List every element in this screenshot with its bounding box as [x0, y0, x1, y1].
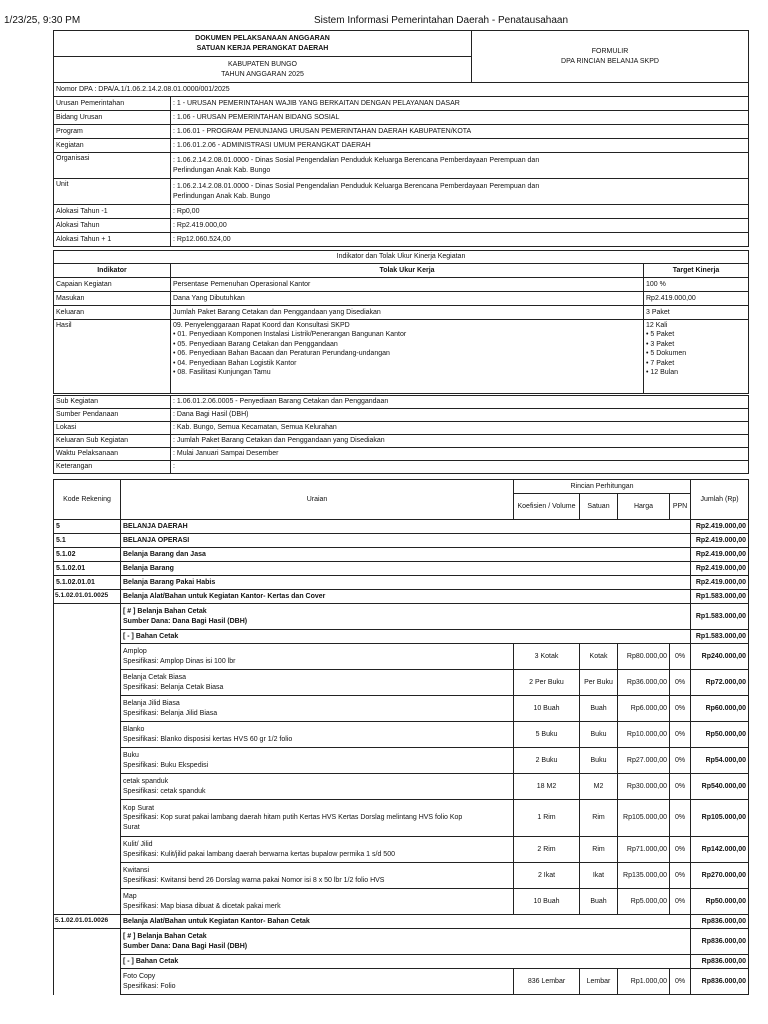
- account-row: [54, 520, 749, 534]
- group-jumlah: Rp836.000,00: [691, 929, 749, 955]
- hasil-target-item: 12 Kali: [646, 322, 668, 329]
- organisasi-label: Organisasi: [54, 153, 171, 179]
- hasil-target-item: • 5 Dokumen: [646, 350, 687, 358]
- kinerja-section-title: Indikator dan Tolak Ukur Kinerja Kegiatan: [54, 251, 749, 264]
- col-jumlah: Jumlah (Rp): [691, 480, 749, 520]
- item-uraian: [121, 696, 514, 722]
- item-koefisien: 18 M2: [514, 774, 580, 800]
- item-jumlah: Rp240.000,00: [691, 644, 749, 670]
- item-jumlah: Rp836.000,00: [691, 969, 749, 995]
- item-satuan: Kotak: [580, 644, 618, 670]
- organisasi-value: [171, 153, 749, 179]
- item-name: Belanja Cetak Biasa: [123, 674, 187, 682]
- hasil-tolak: [171, 320, 644, 394]
- sub-label: Sumber Pendanaan: [54, 409, 171, 422]
- col-harga: Harga: [618, 494, 670, 520]
- item-name: Map: [123, 893, 137, 901]
- fiscal-year: TAHUN ANGGARAN 2025: [221, 70, 304, 78]
- empty-kode: [54, 748, 121, 774]
- organisasi-line2: Perlindungan Anak Kab. Bungo: [173, 166, 271, 174]
- item-satuan: Rim: [580, 837, 618, 863]
- account-jumlah: Rp2.419.000,00: [691, 520, 749, 534]
- item-satuan: Rim: [580, 800, 618, 837]
- document-title-line1: DOKUMEN PELAKSANAAN ANGGARAN: [195, 35, 330, 43]
- account-jumlah: Rp836.000,00: [691, 915, 749, 929]
- empty-kode: [54, 670, 121, 696]
- item-harga: Rp10.000,00: [618, 722, 670, 748]
- col-kode-rekening: Kode Rekening: [54, 480, 121, 520]
- item-harga: Rp135.000,00: [618, 863, 670, 889]
- indikator-cell: Capaian Kegiatan: [54, 278, 171, 292]
- item-jumlah: Rp50.000,00: [691, 889, 749, 915]
- item-harga: Rp80.000,00: [618, 644, 670, 670]
- group-row: [54, 604, 749, 630]
- group-source: Sumber Dana: Dana Bagi Hasil (DBH): [123, 617, 248, 625]
- hasil-target-item: • 12 Bulan: [646, 369, 679, 377]
- alokasi-label: Alokasi Tahun + 1: [54, 233, 171, 247]
- nomor-dpa: Nomor DPA : DPA/A.1/1.06.2.14.2.08.01.0000/001/2025: [54, 83, 749, 97]
- item-ppn: 0%: [670, 774, 691, 800]
- empty-kode: [54, 644, 121, 670]
- item-satuan: Buku: [580, 748, 618, 774]
- item-row: [54, 644, 749, 670]
- item-ppn: 0%: [670, 748, 691, 774]
- item-jumlah: Rp60.000,00: [691, 696, 749, 722]
- empty-kode: [54, 955, 121, 969]
- item-spec: Spesifikasi: Kop surat pakai lambang daerah hitam putih Kertas HVS Kertas Dorslag melintang HVS folio Kop: [123, 814, 463, 822]
- item-satuan: M2: [580, 774, 618, 800]
- item-row: [54, 670, 749, 696]
- col-uraian: Uraian: [121, 480, 514, 520]
- item-koefisien: 10 Buah: [514, 696, 580, 722]
- item-koefisien: 2 Rim: [514, 837, 580, 863]
- item-harga: Rp5.000,00: [618, 889, 670, 915]
- account-kode: 5.1.02.01.01.0025: [54, 590, 121, 604]
- info-value: : 1.06 - URUSAN PEMERINTAHAN BIDANG SOSIAL: [171, 111, 749, 125]
- account-uraian: BELANJA OPERASI: [121, 534, 691, 548]
- group-label: [121, 604, 691, 630]
- item-harga: Rp6.000,00: [618, 696, 670, 722]
- unit-line2: Perlindungan Anak Kab. Bungo: [173, 192, 271, 200]
- item-jumlah: Rp142.000,00: [691, 837, 749, 863]
- item-spec: Spesifikasi: Belanja Jilid Biasa: [123, 709, 218, 717]
- account-row: [54, 590, 749, 604]
- hasil-item: • 08. Fasilitasi Kunjungan Tamu: [173, 369, 271, 377]
- sub-label: Waktu Pelaksanaan: [54, 448, 171, 461]
- item-koefisien: 5 Buku: [514, 722, 580, 748]
- item-name: Amplop: [123, 648, 147, 656]
- tolak-cell: Persentase Pemenuhan Operasional Kantor: [171, 278, 644, 292]
- item-koefisien: 2 Buku: [514, 748, 580, 774]
- indikator-cell: Keluaran: [54, 306, 171, 320]
- account-row: [54, 562, 749, 576]
- hasil-target: [644, 320, 749, 394]
- item-ppn: 0%: [670, 800, 691, 837]
- sub-kegiatan-table: [53, 395, 749, 474]
- item-jumlah: Rp54.000,00: [691, 748, 749, 774]
- item-row: [54, 748, 749, 774]
- account-jumlah: Rp2.419.000,00: [691, 562, 749, 576]
- empty-kode: [54, 889, 121, 915]
- form-name: DPA RINCIAN BELANJA SKPD: [561, 57, 659, 65]
- alokasi-value: : Rp12.060.524,00: [171, 233, 749, 247]
- organisasi-line1: : 1.06.2.14.2.08.01.0000 - Dinas Sosial Pengendalian Penduduk Keluarga Berencana Pemberdayaan Perempuan dan: [173, 157, 540, 165]
- item-spec: Spesifikasi: Amplop Dinas isi 100 lbr: [123, 657, 236, 665]
- item-koefisien: 2 Ikat: [514, 863, 580, 889]
- item-ppn: 0%: [670, 863, 691, 889]
- hasil-target-item: • 3 Paket: [646, 340, 675, 348]
- item-spec-cont: Surat: [123, 823, 140, 831]
- item-jumlah: Rp540.000,00: [691, 774, 749, 800]
- account-kode: 5.1.02.01.01: [54, 576, 121, 590]
- item-satuan: Buku: [580, 722, 618, 748]
- account-uraian: Belanja Barang: [121, 562, 691, 576]
- sub-value: : Mulai Januari Sampai Desember: [171, 448, 749, 461]
- subgroup-label: [ - ] Bahan Cetak: [121, 630, 691, 644]
- col-target: Target Kinerja: [644, 264, 749, 278]
- account-uraian: Belanja Alat/Bahan untuk Kegiatan Kantor- Kertas dan Cover: [121, 590, 691, 604]
- item-name: Blanko: [123, 726, 145, 734]
- sub-value: :: [171, 461, 749, 474]
- item-row: [54, 800, 749, 837]
- item-spec: Spesifikasi: Map biasa dibuat & dicetak pakai merk: [123, 902, 281, 910]
- empty-kode: [54, 722, 121, 748]
- account-uraian: BELANJA DAERAH: [121, 520, 691, 534]
- item-row: [54, 722, 749, 748]
- item-harga: Rp30.000,00: [618, 774, 670, 800]
- kinerja-table: [53, 250, 749, 394]
- item-uraian: [121, 800, 514, 837]
- item-ppn: 0%: [670, 644, 691, 670]
- item-jumlah: Rp270.000,00: [691, 863, 749, 889]
- account-jumlah: Rp2.419.000,00: [691, 576, 749, 590]
- group-jumlah: Rp1.583.000,00: [691, 604, 749, 630]
- hasil-target-item: • 5 Paket: [646, 331, 675, 339]
- item-uraian: [121, 670, 514, 696]
- empty-kode: [54, 604, 121, 630]
- item-uraian: [121, 748, 514, 774]
- account-kode: 5.1: [54, 534, 121, 548]
- subgroup-label: [ - ] Bahan Cetak: [121, 955, 691, 969]
- group-label: [121, 929, 691, 955]
- item-jumlah: Rp50.000,00: [691, 722, 749, 748]
- sub-label: Keterangan: [54, 461, 171, 474]
- hasil-item: 09. Penyelenggaraan Rapat Koord dan Konsultasi SKPD: [173, 322, 350, 329]
- item-spec: Spesifikasi: Buku Ekspedisi: [123, 761, 209, 769]
- item-koefisien: 2 Per Buku: [514, 670, 580, 696]
- item-uraian: [121, 722, 514, 748]
- item-jumlah: Rp72.000,00: [691, 670, 749, 696]
- account-kode: 5.1.02: [54, 548, 121, 562]
- item-name: Kop Surat: [123, 804, 155, 812]
- hasil-item: • 06. Penyediaan Bahan Bacaan dan Peraturan Perundang-undangan: [173, 350, 390, 358]
- items-group1: [54, 644, 749, 915]
- item-ppn: 0%: [670, 837, 691, 863]
- alokasi-label: Alokasi Tahun: [54, 219, 171, 233]
- item-name: Kwitansi: [123, 867, 150, 875]
- info-label: Program: [54, 125, 171, 139]
- item-row: [54, 837, 749, 863]
- empty-kode: [54, 863, 121, 889]
- item-satuan: Buah: [580, 889, 618, 915]
- info-value: : 1.06.01 - PROGRAM PENUNJANG URUSAN PEMERINTAHAN DAERAH KABUPATEN/KOTA: [171, 125, 749, 139]
- subgroup-jumlah: Rp1.583.000,00: [691, 630, 749, 644]
- alokasi-value: : Rp0,00: [171, 205, 749, 219]
- document-title: [54, 31, 472, 57]
- print-header: [0, 0, 768, 28]
- info-value: : 1 - URUSAN PEMERINTAHAN WAJIB YANG BERKAITAN DENGAN PELAYANAN DASAR: [171, 97, 749, 111]
- item-name: Foto Copy: [123, 973, 156, 981]
- col-tolak-ukur: Tolak Ukur Kerja: [171, 264, 644, 278]
- item-uraian: [121, 774, 514, 800]
- account-jumlah: Rp2.419.000,00: [691, 548, 749, 562]
- sub-value: : Dana Bagi Hasil (DBH): [171, 409, 749, 422]
- account-jumlah: Rp1.583.000,00: [691, 590, 749, 604]
- subgroup-row: [54, 630, 749, 644]
- tolak-cell: Dana Yang Dibutuhkan: [171, 292, 644, 306]
- info-label: Kegiatan: [54, 139, 171, 153]
- target-cell: Rp2.419.000,00: [644, 292, 749, 306]
- item-ppn: 0%: [670, 696, 691, 722]
- item-koefisien: 1 Rim: [514, 800, 580, 837]
- system-title: Sistem Informasi Pemerintahan Daerah - Penatausahaan: [314, 15, 569, 26]
- info-table: [53, 82, 749, 247]
- col-koefisien: Koefisien / Volume: [514, 494, 580, 520]
- item-row: [54, 889, 749, 915]
- item-satuan: Ikat: [580, 863, 618, 889]
- empty-kode: [54, 800, 121, 837]
- sub-value: : 1.06.01.2.06.0005 - Penyediaan Barang Cetakan dan Penggandaan: [171, 396, 749, 409]
- indikator-cell: Masukan: [54, 292, 171, 306]
- item-row: [54, 863, 749, 889]
- account-row: [54, 534, 749, 548]
- document-title-line2: SATUAN KERJA PERANGKAT DAERAH: [196, 44, 329, 52]
- account-row: [54, 576, 749, 590]
- account-row: [54, 548, 749, 562]
- item-row: [54, 696, 749, 722]
- subgroup-jumlah: Rp836.000,00: [691, 955, 749, 969]
- item-satuan: Per Buku: [580, 670, 618, 696]
- alokasi-value: : Rp2.419.000,00: [171, 219, 749, 233]
- empty-kode: [54, 630, 121, 644]
- item-spec: Spesifikasi: Blanko disposisi kertas HVS 60 gr 1/2 folio: [123, 735, 293, 743]
- item-uraian: [121, 837, 514, 863]
- empty-kode: [54, 696, 121, 722]
- item-uraian: [121, 969, 514, 995]
- col-indikator: Indikator: [54, 264, 171, 278]
- alokasi-label: Alokasi Tahun -1: [54, 205, 171, 219]
- col-ppn: PPN: [670, 494, 691, 520]
- sub-value: : Kab. Bungo, Semua Kecamatan, Semua Kelurahan: [171, 422, 749, 435]
- item-spec: Spesifikasi: Kwitansi bend 26 Dorslag warna pakai Nomor isi 8 x 50 lbr 1/2 folio HVS: [123, 876, 385, 884]
- sub-label: Keluaran Sub Kegiatan: [54, 435, 171, 448]
- col-rincian-perhitungan: Rincian Perhitungan: [514, 480, 691, 494]
- unit-label: Unit: [54, 179, 171, 205]
- form-label-cell: [472, 31, 749, 83]
- info-label: Urusan Pemerintahan: [54, 97, 171, 111]
- item-harga: Rp71.000,00: [618, 837, 670, 863]
- account-kode: 5: [54, 520, 121, 534]
- item-uraian: [121, 644, 514, 670]
- item-ppn: 0%: [670, 722, 691, 748]
- item-harga: Rp1.000,00: [618, 969, 670, 995]
- item-name: cetak spanduk: [123, 778, 169, 786]
- form-label: FORMULIR: [591, 48, 629, 56]
- hasil-target-item: • 7 Paket: [646, 359, 675, 367]
- account-uraian: Belanja Barang Pakai Habis: [121, 576, 691, 590]
- item-spec: Spesifikasi: Belanja Cetak Biasa: [123, 683, 224, 691]
- target-cell: 100 %: [644, 278, 749, 292]
- items-group2: [54, 969, 749, 995]
- account-uraian: Belanja Barang dan Jasa: [121, 548, 691, 562]
- item-spec: Spesifikasi: Kulit/jilid pakai lambang daerah berwarna kertas bupalow permika 1 s/d 500: [123, 850, 395, 858]
- empty-kode: [54, 774, 121, 800]
- item-ppn: 0%: [670, 670, 691, 696]
- group-title: [ # ] Belanja Bahan Cetak: [123, 608, 207, 616]
- info-value: : 1.06.01.2.06 - ADMINISTRASI UMUM PERANGKAT DAERAH: [171, 139, 749, 153]
- item-name: Buku: [123, 752, 139, 760]
- print-datetime: 1/23/25, 9:30 PM: [4, 15, 81, 26]
- group-source: Sumber Dana: Dana Bagi Hasil (DBH): [123, 942, 248, 950]
- item-spec: Spesifikasi: Folio: [123, 982, 176, 990]
- unit-line1: : 1.06.2.14.2.08.01.0000 - Dinas Sosial Pengendalian Penduduk Keluarga Berencana Pemberdayaan Perempuan dan: [173, 183, 540, 191]
- account-kode: 5.1.02.01: [54, 562, 121, 576]
- account-jumlah: Rp2.419.000,00: [691, 534, 749, 548]
- region-cell: [54, 57, 472, 83]
- item-row: [54, 774, 749, 800]
- account-kode: 5.1.02.01.01.0026: [54, 915, 121, 929]
- item-harga: Rp36.000,00: [618, 670, 670, 696]
- document-header-table: [53, 30, 749, 83]
- item-row: [54, 969, 749, 995]
- item-harga: Rp27.000,00: [618, 748, 670, 774]
- hasil-item: • 04. Penyediaan Bahan Logistik Kantor: [173, 359, 297, 367]
- empty-kode: [54, 929, 121, 955]
- item-ppn: 0%: [670, 969, 691, 995]
- item-name: Belanja Jilid Biasa: [123, 700, 180, 708]
- info-label: Bidang Urusan: [54, 111, 171, 125]
- group-row: [54, 929, 749, 955]
- empty-kode: [54, 969, 121, 995]
- sub-label: Lokasi: [54, 422, 171, 435]
- subgroup-row: [54, 955, 749, 969]
- item-name: Kulit/ Jilid: [123, 841, 153, 849]
- empty-kode: [54, 837, 121, 863]
- item-spec: Spesifikasi: cetak spanduk: [123, 787, 206, 795]
- account-uraian: Belanja Alat/Bahan untuk Kegiatan Kantor- Bahan Cetak: [121, 915, 691, 929]
- tolak-cell: Jumlah Paket Barang Cetakan dan Penggandaan yang Disediakan: [171, 306, 644, 320]
- hasil-label: Hasil: [54, 320, 171, 394]
- item-satuan: Lembar: [580, 969, 618, 995]
- unit-value: [171, 179, 749, 205]
- item-jumlah: Rp105.000,00: [691, 800, 749, 837]
- item-satuan: Buah: [580, 696, 618, 722]
- region-name: KABUPATEN BUNGO: [228, 61, 297, 69]
- item-koefisien: 10 Buah: [514, 889, 580, 915]
- hasil-item: • 01. Penyediaan Komponen Instalasi Listrik/Penerangan Bangunan Kantor: [173, 331, 407, 339]
- group-title: [ # ] Belanja Bahan Cetak: [123, 933, 207, 941]
- target-cell: 3 Paket: [644, 306, 749, 320]
- item-uraian: [121, 889, 514, 915]
- col-satuan: Satuan: [580, 494, 618, 520]
- rincian-table: [53, 479, 749, 995]
- hasil-item: • 05. Penyediaan Barang Cetakan dan Penggandaan: [173, 340, 338, 348]
- item-harga: Rp105.000,00: [618, 800, 670, 837]
- item-koefisien: 836 Lembar: [514, 969, 580, 995]
- item-koefisien: 3 Kotak: [514, 644, 580, 670]
- sub-label: Sub Kegiatan: [54, 396, 171, 409]
- account-row: [54, 915, 749, 929]
- item-ppn: 0%: [670, 889, 691, 915]
- sub-value: : Jumlah Paket Barang Cetakan dan Penggandaan yang Disediakan: [171, 435, 749, 448]
- item-uraian: [121, 863, 514, 889]
